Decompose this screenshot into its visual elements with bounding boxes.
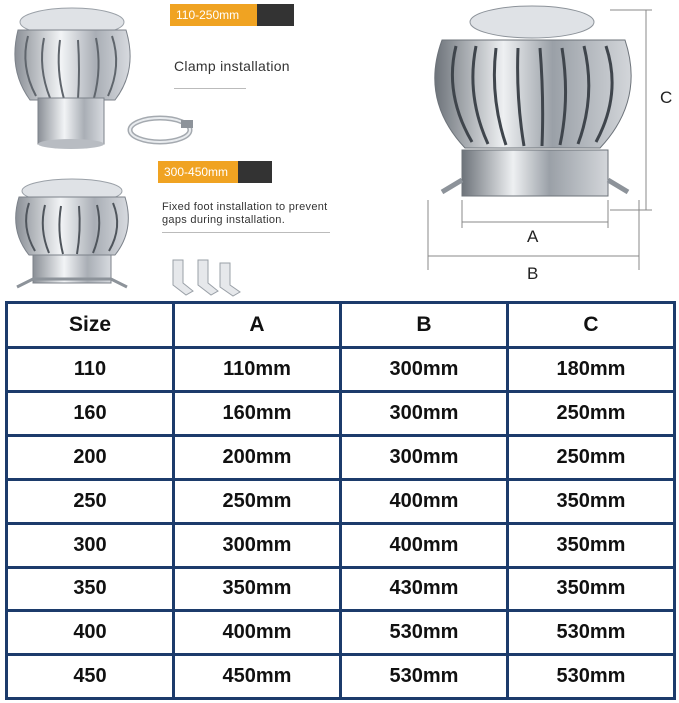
dimension-label-a: A (527, 227, 539, 246)
header-b: B (342, 304, 506, 346)
hose-clamp-icon (125, 110, 200, 150)
cell-c: 180mm (509, 349, 673, 390)
table-row (8, 437, 673, 478)
ventilator-photo-foot (5, 175, 140, 293)
cell-b: 300mm (342, 349, 506, 390)
header-c: C (509, 304, 673, 346)
cell-a: 400mm (175, 612, 339, 653)
cell-b: 300mm (342, 393, 506, 434)
divider (174, 88, 246, 89)
cell-c: 250mm (509, 393, 673, 434)
table-row (8, 656, 673, 697)
cell-size: 250 (8, 481, 172, 522)
header-size: Size (8, 304, 172, 346)
cell-b: 530mm (342, 612, 506, 653)
dimension-label-b: B (527, 264, 539, 283)
cell-a: 110mm (175, 349, 339, 390)
cell-c: 250mm (509, 437, 673, 478)
ventilator-photo-clamp (0, 0, 145, 150)
foot-caption-line2: gaps during installation. (162, 214, 286, 226)
ventilator-dimension-diagram (420, 0, 679, 290)
dimension-label-c: C (660, 88, 673, 107)
cell-b: 400mm (342, 481, 506, 522)
cell-b: 400mm (342, 525, 506, 566)
table-row (8, 525, 673, 566)
mounting-brackets-icon (168, 255, 243, 297)
table-row (8, 612, 673, 653)
size-spec-table (5, 301, 676, 700)
foot-caption-line1: Fixed foot installation to prevent (162, 201, 328, 213)
cell-a: 160mm (175, 393, 339, 434)
cell-c: 350mm (509, 569, 673, 610)
cell-b: 530mm (342, 656, 506, 697)
clamp-caption: Clamp installation (174, 58, 290, 74)
cell-a: 450mm (175, 656, 339, 697)
cell-c: 530mm (509, 612, 673, 653)
divider (162, 232, 330, 233)
cell-b: 430mm (342, 569, 506, 610)
cell-size: 110 (8, 349, 172, 390)
cell-a: 350mm (175, 569, 339, 610)
cell-size: 200 (8, 437, 172, 478)
cell-size: 160 (8, 393, 172, 434)
table-header-row (8, 304, 673, 346)
range-tag-foot: 300-450mm (158, 161, 272, 183)
table-row (8, 393, 673, 434)
table-row (8, 349, 673, 390)
range-tag-clamp: 110-250mm (170, 4, 294, 26)
cell-a: 200mm (175, 437, 339, 478)
cell-c: 350mm (509, 525, 673, 566)
header-a: A (175, 304, 339, 346)
cell-c: 530mm (509, 656, 673, 697)
cell-size: 400 (8, 612, 172, 653)
cell-size: 350 (8, 569, 172, 610)
cell-size: 450 (8, 656, 172, 697)
cell-size: 300 (8, 525, 172, 566)
cell-b: 300mm (342, 437, 506, 478)
cell-a: 300mm (175, 525, 339, 566)
cell-c: 350mm (509, 481, 673, 522)
table-row (8, 481, 673, 522)
cell-a: 250mm (175, 481, 339, 522)
table-row (8, 569, 673, 610)
